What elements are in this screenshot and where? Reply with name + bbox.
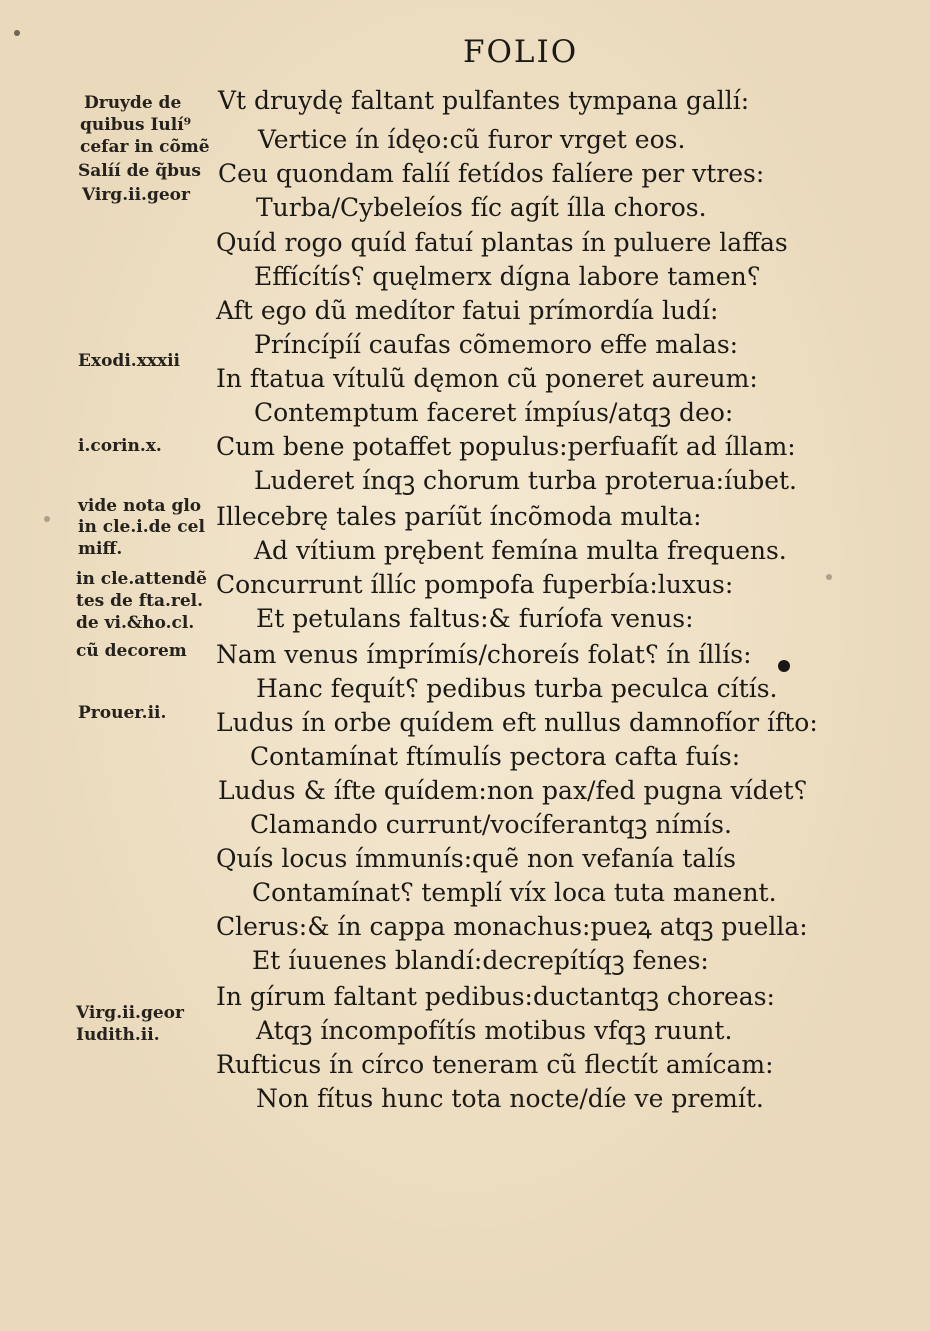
verse-line: Et íuuenes blandí:decrepítíqꝫ fenes: — [252, 946, 709, 975]
verse-line: Cum bene potaffet populus:perfuafít ad íllam: — [216, 432, 796, 461]
verse-line: Ad vítium prębent femína multa frequens. — [254, 536, 787, 565]
verse-line: Concurrunt íllíc pompofa fuperbía:luxus: — [216, 570, 734, 599]
verse-line: Quís locus ímmunís:quẽ non vefanía talís — [216, 844, 736, 873]
marginal-gloss: in cle.attendẽ — [76, 569, 207, 589]
verse-line: Contamínat ftímulís pectora cafta fuís: — [250, 742, 741, 771]
marginal-gloss: Druyde de — [84, 93, 182, 113]
verse-line: Hanc fequít⸮ pedibus turba peculca cítís. — [256, 674, 778, 703]
verse-line: Ludus ín orbe quídem eft nullus damnofíor ífto: — [216, 708, 818, 737]
verse-line: Non fítus hunc tota nocte/díe ve premít. — [256, 1084, 764, 1113]
verse-line: Vertice ín ídęo:cũ furor vrget eos. — [258, 125, 686, 154]
marginal-gloss: quibus Iulí⁹ — [80, 115, 192, 135]
verse-line: Clamando currunt/vocíferantqꝫ nímís. — [250, 810, 732, 839]
verse-line: Aft ego dũ medítor fatui prímordía ludí: — [216, 296, 719, 325]
marginal-gloss: i.corin.x. — [78, 436, 162, 456]
marginal-gloss: cefar in cõmẽ — [80, 137, 210, 157]
verse-line: Et petulans faltus:& furíofa venus: — [256, 604, 694, 633]
marginal-gloss: Iudith.ii. — [76, 1025, 160, 1045]
marginal-gloss: in cle.i.de cel — [78, 517, 205, 537]
marginal-gloss: de vi.&ho.cl. — [76, 613, 195, 633]
verse-line: Ceu quondam falíí fetídos falíere per vtres: — [218, 159, 765, 188]
verse-line: Quíd rogo quíd fatuí plantas ín puluere laffas — [216, 228, 788, 257]
verse-line: Turba/Cybeleíos fíc agít ílla choros. — [256, 193, 707, 222]
verse-line: In ftatua vítulũ dęmon cũ poneret aureum: — [216, 364, 758, 393]
verse-line: Nam venus ímprímís/choreís folat⸮ ín íllís: — [216, 640, 752, 669]
verse-line: Clerus:& ín cappa monachus:pueꝝ atqꝫ puella: — [216, 912, 808, 941]
verse-line: Effícítís⸮ quęlmerx dígna labore tamen⸮ — [254, 262, 761, 291]
marginal-gloss: Virg.ii.geor — [82, 185, 190, 205]
verse-line: Illecebrę tales paríũt íncõmoda multa: — [216, 502, 702, 531]
marginal-gloss: Exodi.xxxii — [78, 351, 181, 371]
verse-line: Príncípíí caufas cõmemoro effe malas: — [254, 330, 739, 359]
marginal-gloss: Virg.ii.geor — [76, 1003, 184, 1023]
marginal-gloss: miff. — [78, 539, 123, 559]
verse-line: Ludus & ífte quídem:non pax/fed pugna vídet⸮ — [218, 776, 807, 805]
verse-line: Contamínat⸮ templí víx loca tuta manent. — [252, 878, 777, 907]
verse-line: In gírum faltant pedibus:ductantqꝫ choreas: — [216, 982, 775, 1011]
marginal-gloss: tes de fta.rel. — [76, 591, 204, 611]
running-head: FOLIO — [463, 34, 579, 70]
marginal-gloss: cũ decorem — [76, 641, 187, 661]
marginal-gloss: vide nota glo — [78, 496, 202, 516]
ink-speck — [44, 516, 50, 522]
ink-speck — [826, 574, 832, 580]
marginal-gloss: Prouer.ii. — [78, 703, 167, 723]
marginal-gloss: Salíí de q̃bus — [78, 161, 201, 181]
verse-line: Rufticus ín círco teneram cũ flectít amícam: — [216, 1050, 774, 1079]
verse-line: Contemptum faceret ímpíus/atqꝫ deo: — [254, 398, 734, 427]
ink-speck — [14, 30, 20, 36]
verse-line: Vt druydę faltant pulfantes tympana gallí: — [218, 86, 750, 115]
ink-dot — [778, 660, 790, 672]
verse-line: Atqꝫ íncompofítís motibus vfqꝫ ruunt. — [256, 1016, 733, 1045]
verse-line: Luderet ínqꝫ chorum turba proterua:íubet. — [254, 466, 797, 495]
